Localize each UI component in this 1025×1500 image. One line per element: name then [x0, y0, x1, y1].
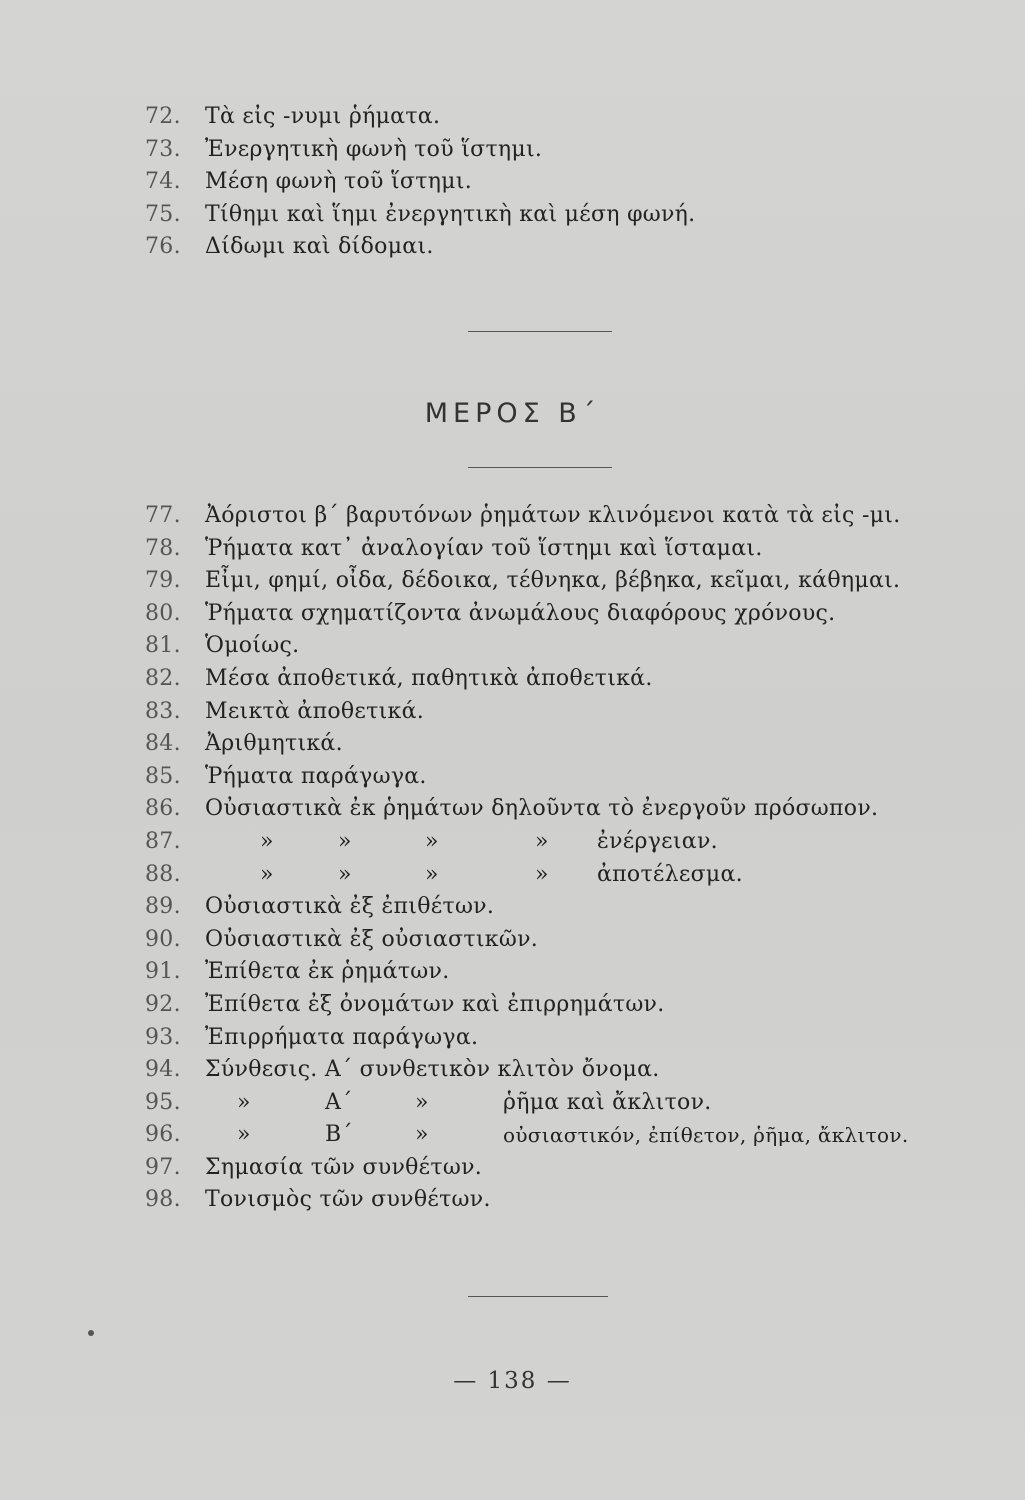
entry-title: Ἐπίθετα ἐκ ῥημάτων.	[205, 959, 450, 985]
toc-main-list	[145, 500, 965, 1217]
entry-number: 89.	[145, 894, 181, 920]
toc-entry	[145, 134, 965, 167]
entry-number: 96.	[145, 1122, 181, 1148]
ditto-mark: »	[237, 1122, 251, 1148]
entry-title: Ἀόριστοι β΄ βαρυτόνων ῥημάτων κλινόμενοι κατὰ τὰ εἰς -μι.	[205, 503, 901, 528]
toc-entry	[145, 166, 965, 199]
entry-number: 88.	[145, 861, 181, 887]
toc-entry	[145, 696, 965, 729]
entry-title: ῥῆμα καὶ ἄκλιτον.	[503, 1089, 712, 1115]
ditto-mark: »	[415, 1122, 429, 1148]
toc-entry	[145, 1022, 965, 1055]
entry-number: 91.	[145, 959, 181, 985]
entry-title: Μεικτὰ ἀποθετικά.	[205, 698, 425, 724]
entry-title: Ἐπίθετα ἐξ ὀνομάτων καὶ ἐπιρρημάτων.	[205, 991, 665, 1017]
entry-title: Μέση φωνὴ τοῦ ἵστημι.	[205, 169, 473, 195]
ink-speck	[88, 1330, 94, 1336]
ditto-mark: »	[425, 828, 439, 854]
entry-number: 82.	[145, 665, 181, 691]
entry-number: 74.	[145, 169, 181, 195]
entry-number: 85.	[145, 763, 181, 789]
entry-title: οὐσιαστικόν, ἐπίθετον, ῥῆμα, ἄκλιτον.	[503, 1123, 909, 1148]
toc-entry-compound	[145, 1119, 965, 1152]
entry-number: 90.	[145, 926, 181, 952]
ditto-mark: »	[415, 1089, 429, 1115]
entry-title: Ἐπιρρήματα παράγωγα.	[205, 1024, 479, 1050]
entry-title: Ἀριθμητικά.	[205, 731, 343, 757]
ditto-mark: »	[338, 861, 352, 887]
toc-entry	[145, 630, 965, 663]
entry-number: 79.	[145, 568, 181, 594]
entry-title: Ῥήματα παράγωγα.	[205, 763, 427, 789]
entry-number: 78.	[145, 535, 181, 561]
entry-title: Τίθημι καὶ ἵημι ἐνεργητικὴ καὶ μέση φωνή.	[205, 201, 696, 227]
part-label: Β΄	[325, 1122, 353, 1148]
entry-number: 95.	[145, 1089, 181, 1115]
entry-number: 75.	[145, 201, 181, 227]
toc-entry	[145, 199, 965, 232]
entry-number: 73.	[145, 136, 181, 162]
entry-number: 72.	[145, 104, 181, 129]
entry-title: Οὐσιαστικὰ ἐξ οὐσιαστικῶν.	[205, 926, 539, 952]
toc-entry	[145, 565, 965, 598]
toc-entry	[145, 533, 965, 566]
entry-number: 84.	[145, 731, 181, 757]
toc-entry	[145, 598, 965, 631]
entry-number: 76.	[145, 234, 181, 260]
toc-entry	[145, 989, 965, 1022]
entry-title: Μέσα ἀποθετικά, παθητικὰ ἀποθετικά.	[205, 665, 653, 691]
toc-entry	[145, 101, 965, 134]
ditto-mark: »	[535, 861, 549, 887]
page-number: — 138 —	[453, 1368, 572, 1394]
toc-entry	[145, 1054, 965, 1087]
toc-entry	[145, 924, 965, 957]
toc-entry	[145, 500, 965, 533]
entry-title: Ἐνεργητικὴ φωνὴ τοῦ ἵστημι.	[205, 136, 543, 162]
entry-number: 86.	[145, 796, 181, 822]
divider-rule	[468, 331, 612, 332]
section-heading: ΜΕΡΟΣ Β΄	[424, 398, 601, 429]
toc-entry	[145, 761, 965, 794]
toc-top-list	[145, 101, 965, 264]
toc-entry	[145, 1152, 965, 1185]
ditto-mark: »	[260, 828, 274, 854]
toc-entry-compound	[145, 1087, 965, 1120]
entry-title: Ῥήματα σχηματίζοντα ἀνωμάλους διαφόρους χρόνους.	[205, 600, 836, 626]
entry-title: Δίδωμι καὶ δίδομαι.	[205, 234, 434, 260]
entry-number: 80.	[145, 600, 181, 626]
entry-title: Οὐσιαστικὰ ἐξ ἐπιθέτων.	[205, 894, 495, 920]
entry-title: Ὁμοίως.	[205, 633, 300, 659]
entry-title: Τὰ εἰς -νυμι ῥήματα.	[205, 104, 441, 129]
toc-entry	[145, 728, 965, 761]
entry-number: 77.	[145, 503, 181, 528]
entry-title: Σημασία τῶν συνθέτων.	[205, 1154, 483, 1180]
entry-title: Σύνθεσις. Α΄ συνθετικὸν κλιτὸν ὄνομα.	[205, 1057, 660, 1083]
ditto-mark: »	[338, 828, 352, 854]
ditto-mark: »	[237, 1089, 251, 1115]
toc-entry	[145, 231, 965, 264]
toc-entry	[145, 1184, 965, 1217]
toc-entry	[145, 956, 965, 989]
entry-number: 92.	[145, 991, 181, 1017]
toc-entry	[145, 891, 965, 924]
entry-title: Οὐσιαστικὰ ἐκ ῥημάτων δηλοῦντα τὸ ἐνεργοῦν πρόσωπον.	[205, 796, 879, 822]
entry-number: 97.	[145, 1154, 181, 1180]
toc-entry-ditto	[145, 859, 965, 892]
entry-number: 94.	[145, 1057, 181, 1083]
ditto-mark: »	[425, 861, 439, 887]
entry-number: 81.	[145, 633, 181, 659]
entry-title: Τονισμὸς τῶν συνθέτων.	[205, 1187, 491, 1213]
entry-number: 98.	[145, 1187, 181, 1213]
ditto-mark: »	[535, 828, 549, 854]
entry-title: Εἶμι, φημί, οἶδα, δέδοικα, τέθνηκα, βέβηκα, κεῖμαι, κάθημαι.	[205, 568, 901, 594]
entry-number: 83.	[145, 698, 181, 724]
entry-title: ἀποτέλεσμα.	[597, 861, 743, 887]
toc-entry	[145, 663, 965, 696]
divider-rule	[468, 1296, 608, 1297]
entry-title: Ῥήματα κατ᾽ ἀναλογίαν τοῦ ἵστημι καὶ ἵσταμαι.	[205, 535, 763, 561]
ditto-mark: »	[260, 861, 274, 887]
entry-number: 93.	[145, 1024, 181, 1050]
toc-entry-ditto	[145, 826, 965, 859]
part-label: Α΄	[325, 1089, 353, 1115]
entry-title: ἐνέργειαν.	[597, 828, 718, 854]
divider-rule	[468, 467, 612, 468]
toc-entry	[145, 793, 965, 826]
entry-number: 87.	[145, 828, 181, 854]
